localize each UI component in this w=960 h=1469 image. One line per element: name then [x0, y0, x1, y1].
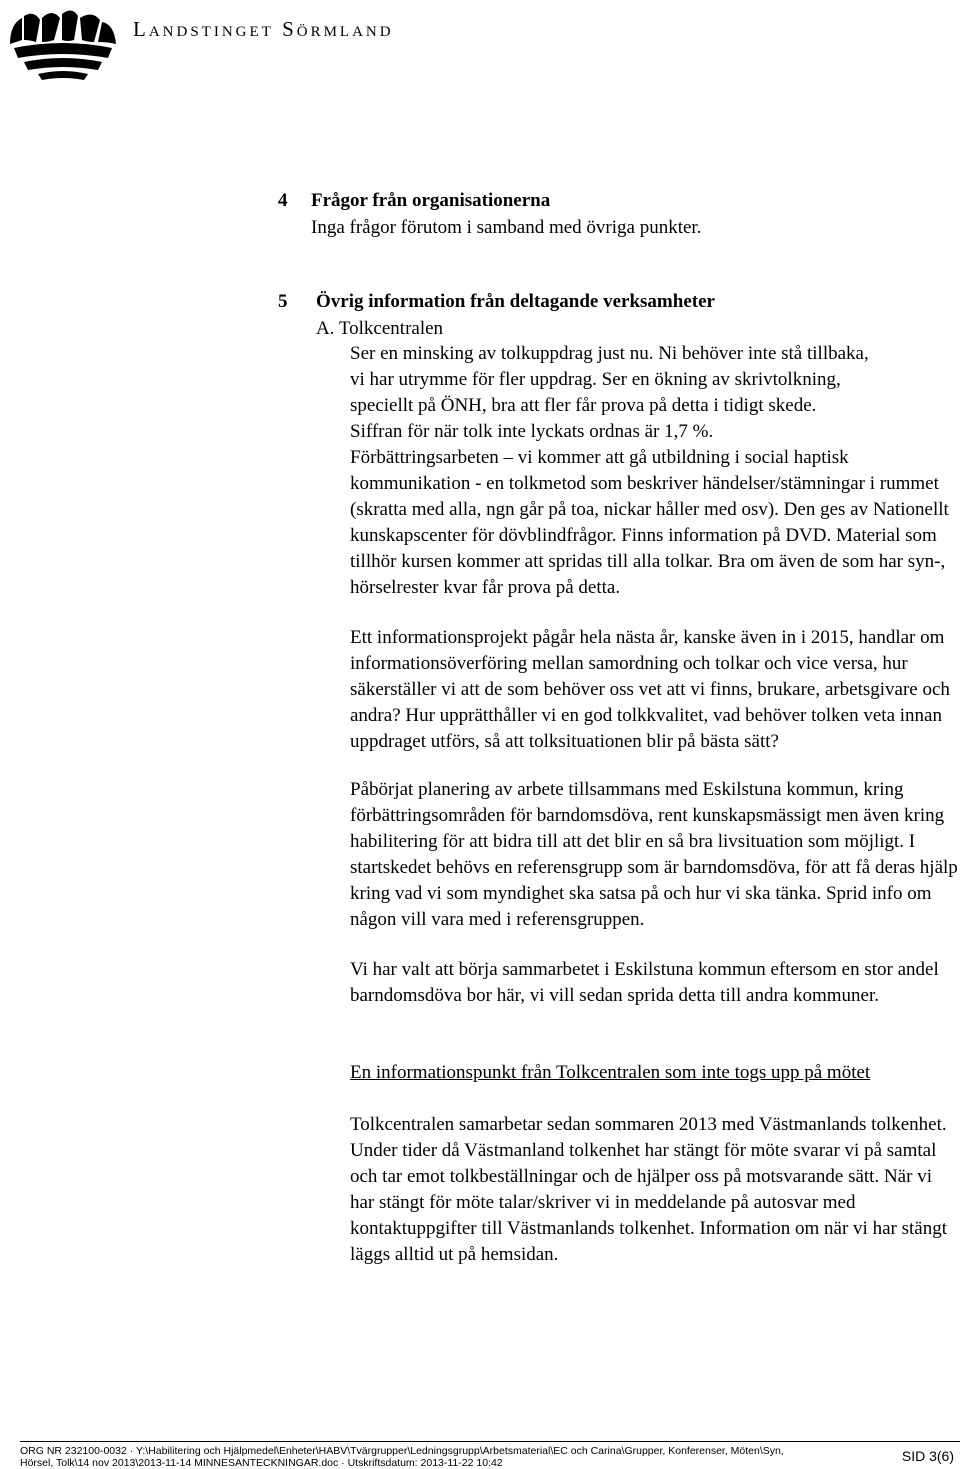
- section-5-number: 5: [278, 291, 288, 312]
- paragraph-forbattringsarbeten: Förbättringsarbeten – vi kommer att gå utbildning i social haptisk kommunikation - en tolkmetod som beskriver händelser/stämningar i rummet (skratta med alla, ngn går på toa, nickar håller med osv). Den ges av Nationellt kunskapscenter för dövblindfrågor. Finns information på DVD. Material som tillhör kursen kommer att spridas till alla tolkar. Bra om även de som har syn-, hörselrester kvar får prova på detta.: [350, 447, 949, 598]
- footer-line-1: ORG NR 232100-0032 · Y:\Habilitering och Hjälpmedel\Enheter\HABV\Tvärgrupper\Ledningsgrupp\Arbetsmaterial\EC och Carina\Grupper, Konferenser, Möten\Syn,: [20, 1445, 784, 1457]
- footer-line-2: Hörsel, Tolk\14 nov 2013\2013-11-14 MINNESANTECKNINGAR.doc · Utskriftsdatum: 2013-11-22 10:42: [20, 1457, 503, 1469]
- section-5-line-1: Ser en minsking av tolkuppdrag just nu. Ni behöver inte stå tillbaka,: [350, 343, 869, 364]
- info-body: Tolkcentralen samarbetar sedan sommaren 2013 med Västmanlands tolkenhet. Under tider då Västmanland tolkenhet har stängt för möte svarar vi på samtal och tar emot tolkbeställningar och de hjälper oss på motsvarande sätt. När vi har stängt för möte talar/skriver vi in meddelande på autosvar med kontaktuppgifter till Västmanlands tolkenhet. Information om när vi har stängt läggs alltid ut på hemsidan.: [350, 1114, 947, 1265]
- landstinget-sormland-logo-icon: [8, 4, 118, 82]
- paragraph-informationsprojekt: Ett informationsprojekt pågår hela nästa år, kanske även in i 2015, handlar om informationsöverföring mellan samordning och tolkar och vice versa, hur säkerställer vi att de som behöver oss vet att vi finns, brukare, arbetsgivare och andra? Hur upprätthåller vi en god tolkkvalitet, vad behöver tolken veta innan uppdraget utförs, så att tolksituationen blir på bästa sätt?: [350, 627, 950, 752]
- section-4-number: 4: [278, 190, 288, 211]
- section-4-body: Inga frågor förutom i samband med övriga punkter.: [311, 217, 702, 238]
- brand-name: Landstinget Sörmland: [133, 17, 394, 41]
- section-5-line-4: Siffran för när tolk inte lyckats ordnas är 1,7 %.: [350, 421, 714, 442]
- section-5-line-3: speciellt på ÖNH, bra att fler får prova på detta i tidigt skede.: [350, 395, 817, 416]
- page-number: SID 3(6): [901, 1448, 954, 1464]
- section-4-title: Frågor från organisationerna: [311, 190, 551, 211]
- footer-divider: [20, 1441, 960, 1442]
- section-5-line-2: vi har utrymme för fler uppdrag. Ser en ökning av skrivtolkning,: [350, 369, 841, 390]
- paragraph-sammarbete: Vi har valt att börja sammarbetet i Eskilstuna kommun eftersom en stor andel barndomsdöva bor här, vi vill sedan sprida detta till andra kommuner.: [350, 959, 939, 1006]
- info-heading: En informationspunkt från Tolkcentralen som inte togs upp på mötet: [350, 1062, 871, 1083]
- section-5-subheading: A. Tolkcentralen: [316, 318, 444, 339]
- section-5-title: Övrig information från deltagande verksamheter: [316, 291, 715, 312]
- paragraph-eskilstuna-planering: Påbörjat planering av arbete tillsammans med Eskilstuna kommun, kring förbättringsområden för barndomsdöva, rent kunskapsmässigt men även kring habilitering för att bidra till att det blir en så bra livsituation som möjligt. I startskedet behövs en referensgrupp som är barndomsdöva, för att få deras hjälp kring vad vi som myndighet ska satsa på och hur vi ska tänka. Sprid info om någon vill vara med i referensgruppen.: [350, 779, 958, 930]
